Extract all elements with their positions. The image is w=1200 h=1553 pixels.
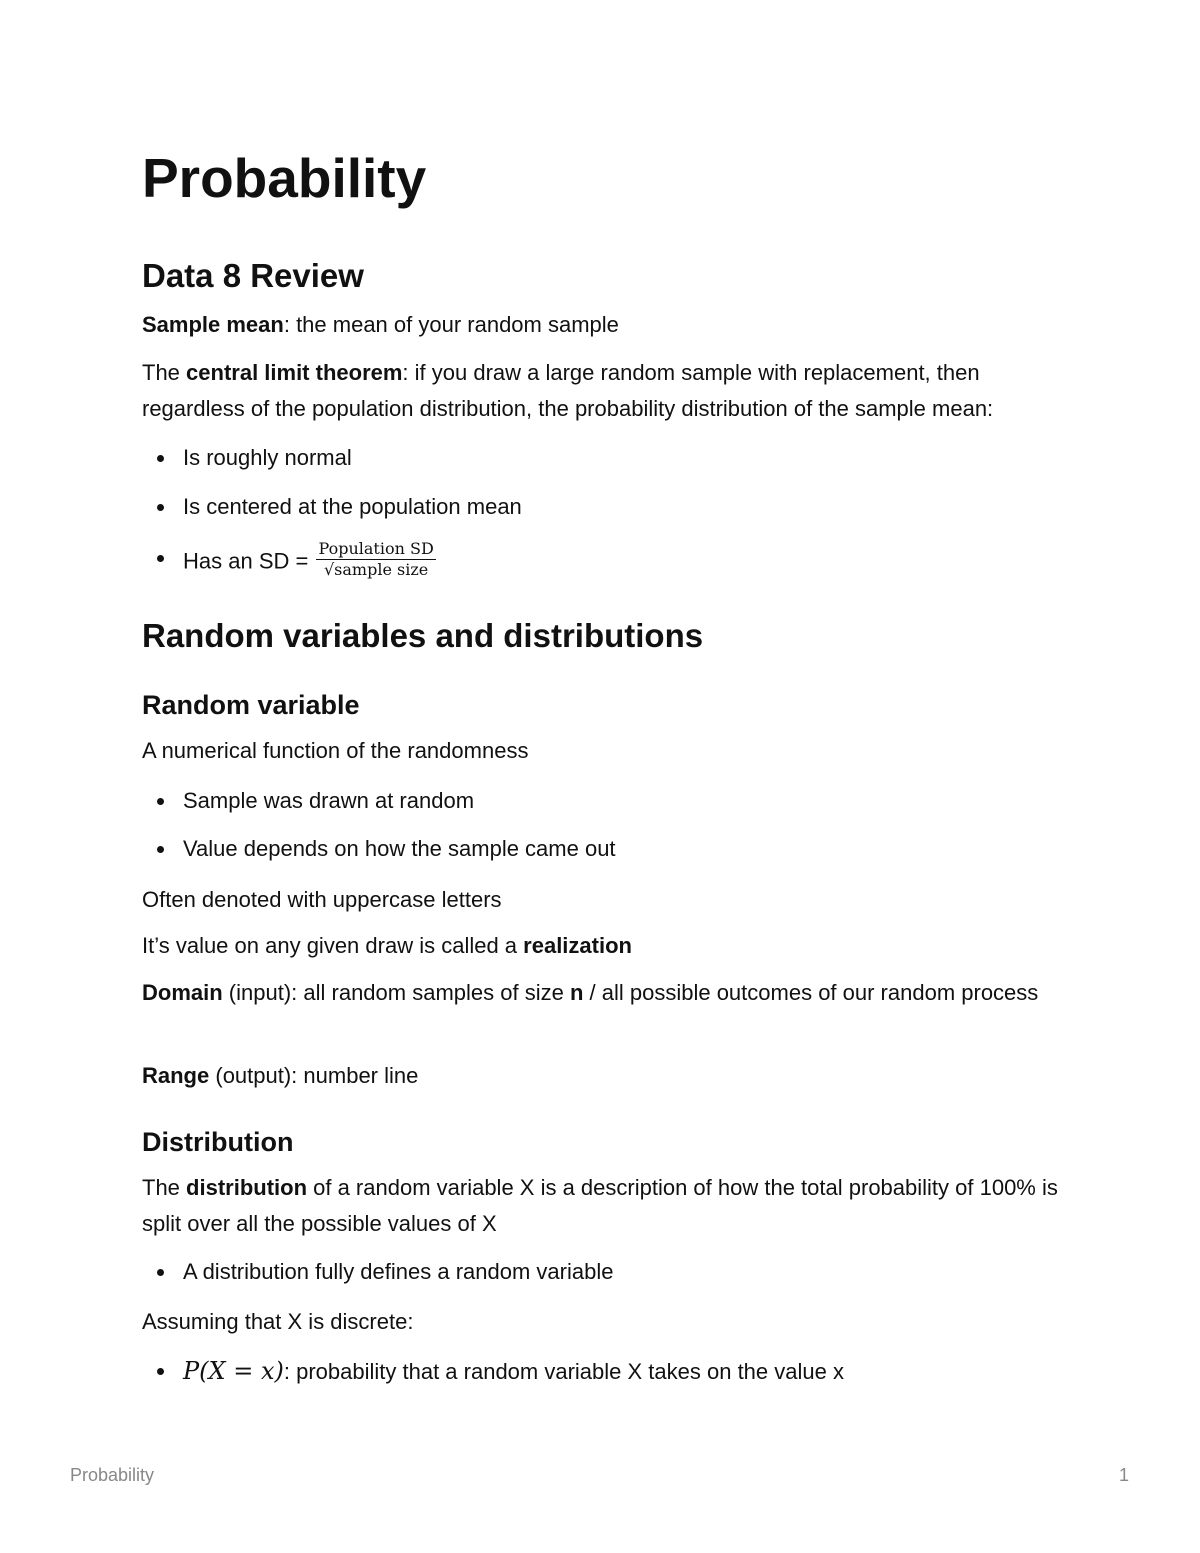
realization-term: realization <box>523 933 632 958</box>
sample-mean-term: Sample mean <box>142 312 284 337</box>
list-item-pmf <box>142 1356 1042 1387</box>
bullet-icon <box>157 798 164 805</box>
distribution-prefix: The <box>142 1175 187 1200</box>
list-item <box>142 1257 1042 1287</box>
clt-text: : if you draw a large random sample with replacement, then regardless of the population distribution, the probability distribution of the sample mean: <box>142 360 994 421</box>
domain-mid: (input): all random samples of size <box>222 980 570 1005</box>
footer-title: Probability <box>70 1465 155 1485</box>
heading-random-variable: Random variable <box>142 690 360 720</box>
pmf-text: : probability that a random variable X takes on the value x <box>283 1359 844 1384</box>
bullet-icon <box>157 455 164 462</box>
list-item-sd <box>142 539 1042 582</box>
heading-data8-review: Data 8 Review <box>142 257 364 294</box>
distribution-rest: of a random variable X is a description of how the total probability of 100% is split over all the possible values of X <box>142 1175 1058 1236</box>
sd-prefix: Has an SD = <box>183 548 315 574</box>
rv-definition: A numerical function of the randomness <box>142 738 529 763</box>
sd-numerator: Population SD <box>318 539 434 558</box>
clt-paragraph <box>142 355 1072 427</box>
pmf-math: P(X = x) <box>183 1357 284 1385</box>
domain-paragraph <box>142 975 1072 1011</box>
range-term: Range <box>142 1063 210 1088</box>
list-item-text: Is roughly normal <box>183 445 352 470</box>
realization-prefix: It’s value on any given draw is called a <box>142 933 524 958</box>
list-item-text: Sample was drawn at random <box>183 788 475 813</box>
bullet-icon <box>157 504 164 511</box>
domain-term: Domain <box>142 980 223 1005</box>
sd-fraction <box>316 540 435 579</box>
heading-distribution: Distribution <box>142 1127 294 1157</box>
range-rest: (output): number line <box>209 1063 419 1088</box>
assuming-paragraph: Assuming that X is discrete: <box>142 1309 414 1334</box>
distribution-term: distribution <box>186 1175 308 1200</box>
clt-term: central limit theorem <box>186 360 403 385</box>
bullet-icon <box>157 846 164 853</box>
often-paragraph: Often denoted with uppercase letters <box>142 887 502 912</box>
sample-mean-text: : the mean of your random sample <box>283 312 619 337</box>
list-item-text: A distribution fully defines a random variable <box>183 1259 614 1284</box>
domain-n: n <box>569 980 584 1005</box>
list-item <box>142 443 1042 473</box>
heading-random-variables: Random variables and distributions <box>142 617 704 654</box>
list-item <box>142 492 1042 522</box>
bullet-icon <box>157 1368 164 1375</box>
sd-denominator: √sample size <box>323 560 429 579</box>
page-title: Probability <box>142 147 427 209</box>
page-number: 1 <box>1118 1465 1129 1485</box>
domain-rest: / all possible outcomes of our random process <box>583 980 1039 1005</box>
list-item-text: Is centered at the population mean <box>183 494 522 519</box>
list-item <box>142 834 1042 864</box>
distribution-paragraph <box>142 1170 1072 1242</box>
bullet-icon <box>157 555 164 562</box>
list-item-text: Value depends on how the sample came out <box>183 836 616 861</box>
clt-prefix: The <box>142 360 187 385</box>
bullet-icon <box>157 1269 164 1276</box>
list-item <box>142 786 1042 816</box>
sample-mean-paragraph <box>142 307 1072 343</box>
realization-paragraph <box>142 928 1072 964</box>
range-paragraph <box>142 1058 1072 1094</box>
